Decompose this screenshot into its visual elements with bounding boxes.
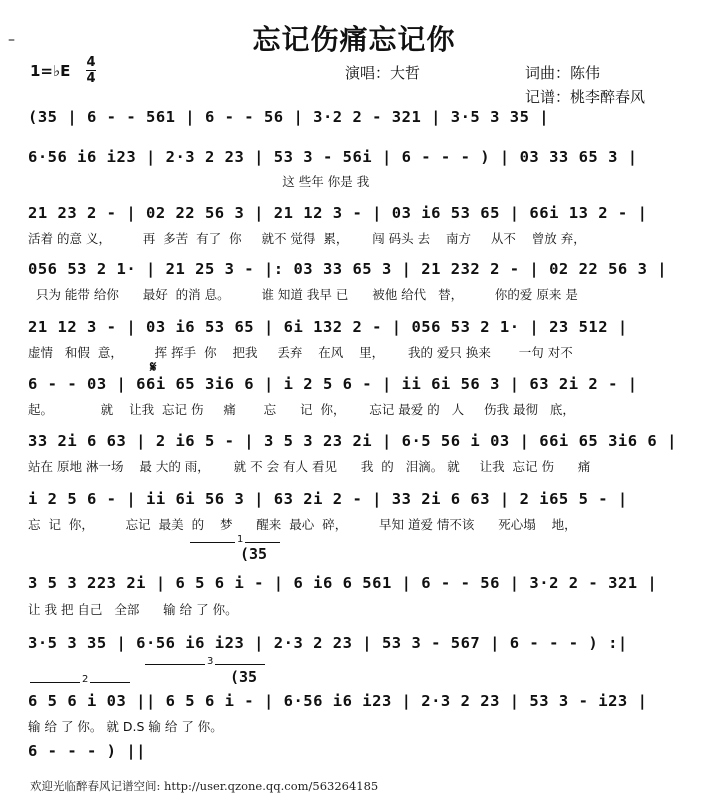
staff-row-12: 6 - - - ) || xyxy=(28,742,146,760)
page-dash: – xyxy=(8,32,15,48)
lyrics-row-2: 这 些年 你是 我 xyxy=(28,174,370,189)
staff-row-5: 21 12 3 - | 03 i6 53 65 | 6i 132 2 - | 056 53 2 1· | 23 512 | xyxy=(28,318,628,336)
composer-credit: 词曲：陈伟 xyxy=(525,64,601,82)
staff-row-9: 3 5 3 223 2i | 6 5 6 i - | 6 i6 6 561 | 6 - - 56 | 3·2 2 - 321 | xyxy=(28,574,658,592)
volta-bracket-3 xyxy=(145,656,265,667)
lyrics-row-6: 起。 就 让我 忘记 伤 痛 忘 记 你， 忘记 最爱 的 人 伤我 最彻 底， xyxy=(28,402,575,417)
volta-bracket-1 xyxy=(190,534,280,545)
volta-1-notes: (35 xyxy=(240,545,268,563)
volta-label-3: 3 xyxy=(207,656,214,667)
staff-row-11: 6 5 6 i 03 || 6 5 6 i - | 6·56 i6 i23 | 2·3 2 23 | 53 3 - i23 | xyxy=(28,692,648,710)
volta-label-1: 1 xyxy=(237,534,244,545)
time-signature xyxy=(86,56,96,85)
lyrics-row-4: 只为 能带 给你 最好 的消 息。 谁 知道 我早 已 被他 给代 替， 你的爱 原来 是 xyxy=(28,287,578,302)
volta-3-notes: (35 xyxy=(230,668,258,686)
time-signature-top: 4 xyxy=(86,55,96,70)
lyrics-row-3: 活着 的意 义， 再 多苦 有了 你 就不 觉得 累， 闯 码头 去 南方 从不 曾放 弃， xyxy=(28,231,586,246)
staff-row-1: (35 | 6 - - 561 | 6 - - 56 | 3·2 2 - 321 | 3·5 3 35 | xyxy=(28,108,550,126)
staff-row-8: i 2 5 6 - | ii 6i 56 3 | 63 2i 2 - | 33 2i 6 63 | 2 i65 5 - | xyxy=(28,490,628,508)
lyrics-row-5: 虚情 和假 意， 挥 挥手 你 把我 丢弃 在风 里， 我的 爱只 换来 一句 对不 xyxy=(28,345,573,360)
lyrics-row-8: 忘 记 你， 忘记 最美 的 梦 醒来 最心 碎， 早知 道爱 情不该 死心塌 地， xyxy=(28,517,577,532)
key-signature: 1=♭E xyxy=(30,62,71,80)
volta-bracket-2 xyxy=(30,674,130,685)
time-signature-bottom: 4 xyxy=(86,71,96,86)
lyrics-row-7: 站在 原地 淋一场 最 大的 雨， 就 不 会 有人 看见 我 的 泪滴。 就 让我 忘记 伤 痛 xyxy=(28,459,591,474)
footer-link-text: 欢迎光临醉春风记谱空间: http://user.qzone.qq.com/563264185 xyxy=(30,779,379,793)
volta-label-2: 2 xyxy=(82,674,89,685)
staff-row-4: 056 53 2 1· | 21 25 3 - |: 03 33 65 3 | 21 232 2 - | 02 22 56 3 | xyxy=(28,260,668,278)
staff-row-2: 6·56 i6 i23 | 2·3 2 23 | 53 3 - 56i | 6 - - - ) | 03 33 65 3 | xyxy=(28,148,638,166)
staff-row-6: 6 - - 03 | 66i 65 3i6 6 | i 2 5 6 - | ii 6i 56 3 | 63 2i 2 - | xyxy=(28,375,638,393)
transcriber-credit: 记谱：桃李醉春风 xyxy=(525,88,646,106)
song-title: 忘记伤痛忘记你 xyxy=(252,23,456,56)
lyrics-row-9: 让 我 把 自己 全部 输 给 了 你。 xyxy=(28,602,238,617)
staff-row-7: 33 2i 6 63 | 2 i6 5 - | 3 5 3 23 2i | 6·5 56 i 03 | 66i 65 3i6 6 | xyxy=(28,432,677,450)
staff-row-10: 3·5 3 35 | 6·56 i6 i23 | 2·3 2 23 | 53 3 - 567 | 6 - - - ) :| xyxy=(28,634,628,652)
lyrics-row-11: 输 给 了 你。 就 D.S 输 给 了 你。 xyxy=(28,719,223,734)
staff-row-3: 21 23 2 - | 02 22 56 3 | 21 12 3 - | 03 i6 53 65 | 66i 13 2 - | xyxy=(28,204,648,222)
singer-credit: 演唱：大哲 xyxy=(345,64,421,82)
segno-sign: 𝄋 xyxy=(150,358,157,376)
